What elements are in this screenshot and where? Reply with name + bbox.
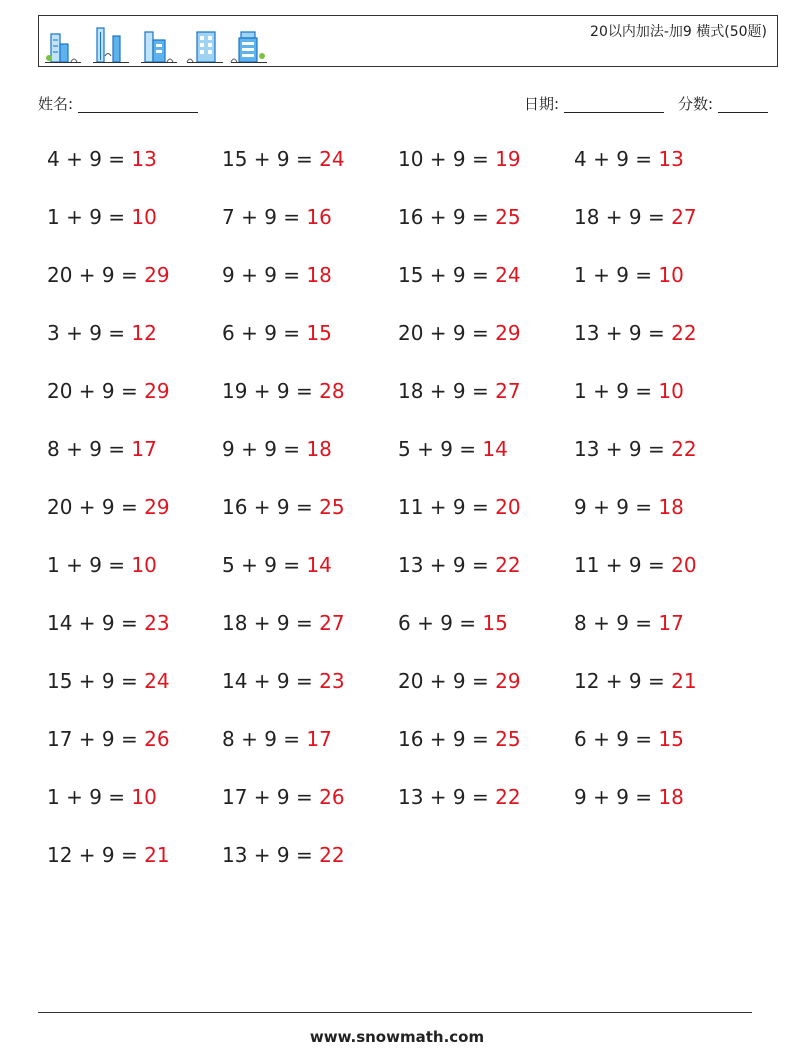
problem-answer: 19 bbox=[495, 147, 521, 171]
problem-item bbox=[47, 379, 170, 403]
building-icon-3 bbox=[139, 26, 179, 66]
problem-question: 16 + 9 = bbox=[222, 495, 313, 519]
problem-item bbox=[47, 785, 157, 809]
problem-answer: 22 bbox=[671, 437, 697, 461]
problem-item bbox=[398, 727, 521, 751]
problem-item bbox=[398, 611, 508, 635]
score-field bbox=[678, 93, 768, 114]
problem-item bbox=[574, 727, 684, 751]
problem-question: 20 + 9 = bbox=[398, 669, 489, 693]
problem-item bbox=[398, 669, 521, 693]
problem-item bbox=[47, 669, 170, 693]
problem-answer: 10 bbox=[131, 553, 157, 577]
problem-item bbox=[222, 205, 332, 229]
problem-answer: 27 bbox=[495, 379, 521, 403]
problem-answer: 22 bbox=[319, 843, 345, 867]
problem-question: 8 + 9 = bbox=[47, 437, 126, 461]
problem-answer: 23 bbox=[319, 669, 345, 693]
problem-item bbox=[47, 843, 170, 867]
problem-answer: 24 bbox=[144, 669, 170, 693]
problem-answer: 27 bbox=[319, 611, 345, 635]
problem-item bbox=[398, 147, 521, 171]
problem-answer: 10 bbox=[131, 205, 157, 229]
problem-item bbox=[574, 553, 697, 577]
problem-question: 13 + 9 = bbox=[398, 553, 489, 577]
problem-answer: 25 bbox=[495, 727, 521, 751]
problem-question: 14 + 9 = bbox=[222, 669, 313, 693]
problem-answer: 15 bbox=[482, 611, 508, 635]
worksheet-title: 20以内加法-加9 横式(50题) bbox=[590, 24, 767, 40]
problem-answer: 29 bbox=[144, 379, 170, 403]
problem-question: 6 + 9 = bbox=[222, 321, 301, 345]
problem-question: 1 + 9 = bbox=[574, 379, 653, 403]
problem-question: 18 + 9 = bbox=[398, 379, 489, 403]
problem-question: 1 + 9 = bbox=[47, 553, 126, 577]
problem-question: 13 + 9 = bbox=[222, 843, 313, 867]
problem-question: 13 + 9 = bbox=[574, 321, 665, 345]
problem-item bbox=[574, 263, 684, 287]
problem-item bbox=[222, 321, 332, 345]
problem-question: 13 + 9 = bbox=[398, 785, 489, 809]
building-icon-2 bbox=[91, 26, 131, 66]
problem-answer: 18 bbox=[306, 437, 332, 461]
problem-question: 15 + 9 = bbox=[222, 147, 313, 171]
problem-question: 5 + 9 = bbox=[222, 553, 301, 577]
problem-answer: 22 bbox=[671, 321, 697, 345]
worksheet-header bbox=[38, 15, 778, 67]
score-label: 分数: bbox=[678, 95, 714, 113]
problem-item bbox=[222, 147, 345, 171]
problem-question: 15 + 9 = bbox=[398, 263, 489, 287]
problem-question: 16 + 9 = bbox=[398, 205, 489, 229]
problem-answer: 14 bbox=[482, 437, 508, 461]
problem-question: 1 + 9 = bbox=[574, 263, 653, 287]
problem-item bbox=[398, 437, 508, 461]
problem-question: 7 + 9 = bbox=[222, 205, 301, 229]
problem-answer: 20 bbox=[495, 495, 521, 519]
problem-question: 18 + 9 = bbox=[574, 205, 665, 229]
problem-answer: 16 bbox=[306, 205, 332, 229]
problem-question: 10 + 9 = bbox=[398, 147, 489, 171]
problem-item bbox=[398, 379, 521, 403]
problem-item bbox=[47, 263, 170, 287]
problem-question: 18 + 9 = bbox=[222, 611, 313, 635]
problem-item bbox=[398, 495, 521, 519]
problem-item bbox=[47, 553, 157, 577]
problem-answer: 23 bbox=[144, 611, 170, 635]
footer-url: www.snowmath.com bbox=[309, 1028, 485, 1046]
problem-item bbox=[398, 205, 521, 229]
building-icon-1 bbox=[43, 26, 83, 66]
problem-answer: 26 bbox=[144, 727, 170, 751]
date-label: 日期: bbox=[524, 95, 560, 113]
problem-item bbox=[47, 321, 157, 345]
problem-answer: 15 bbox=[658, 727, 684, 751]
problem-answer: 24 bbox=[495, 263, 521, 287]
problem-item bbox=[574, 785, 684, 809]
problem-question: 17 + 9 = bbox=[222, 785, 313, 809]
problem-item bbox=[574, 611, 684, 635]
problem-item bbox=[222, 785, 345, 809]
building-icon-4 bbox=[185, 26, 225, 66]
problem-item bbox=[47, 727, 170, 751]
problem-item bbox=[47, 495, 170, 519]
problem-question: 9 + 9 = bbox=[574, 785, 653, 809]
problem-question: 15 + 9 = bbox=[47, 669, 138, 693]
building-icon-5 bbox=[229, 26, 269, 66]
problem-item bbox=[222, 553, 332, 577]
problem-question: 20 + 9 = bbox=[47, 263, 138, 287]
name-label: 姓名: bbox=[38, 95, 74, 113]
problem-item bbox=[222, 379, 345, 403]
problem-answer: 10 bbox=[658, 263, 684, 287]
problem-answer: 21 bbox=[144, 843, 170, 867]
problem-answer: 10 bbox=[131, 785, 157, 809]
problem-answer: 17 bbox=[131, 437, 157, 461]
problem-question: 13 + 9 = bbox=[574, 437, 665, 461]
problem-answer: 18 bbox=[306, 263, 332, 287]
problem-question: 6 + 9 = bbox=[398, 611, 477, 635]
problem-question: 20 + 9 = bbox=[47, 379, 138, 403]
problem-answer: 15 bbox=[306, 321, 332, 345]
problem-answer: 22 bbox=[495, 553, 521, 577]
problem-question: 1 + 9 = bbox=[47, 785, 126, 809]
problem-question: 9 + 9 = bbox=[222, 437, 301, 461]
problem-question: 11 + 9 = bbox=[574, 553, 665, 577]
problem-answer: 18 bbox=[658, 495, 684, 519]
problem-answer: 20 bbox=[671, 553, 697, 577]
score-blank[interactable] bbox=[718, 96, 768, 113]
problem-item bbox=[574, 147, 684, 171]
problem-answer: 22 bbox=[495, 785, 521, 809]
problem-item bbox=[222, 843, 345, 867]
problem-answer: 25 bbox=[495, 205, 521, 229]
problem-item bbox=[47, 437, 157, 461]
problem-item bbox=[222, 437, 332, 461]
date-field bbox=[524, 93, 664, 114]
problem-answer: 10 bbox=[658, 379, 684, 403]
problem-question: 9 + 9 = bbox=[222, 263, 301, 287]
problem-question: 16 + 9 = bbox=[398, 727, 489, 751]
problem-answer: 28 bbox=[319, 379, 345, 403]
problem-item bbox=[574, 437, 697, 461]
problem-item bbox=[222, 263, 332, 287]
problem-item bbox=[398, 785, 521, 809]
problem-question: 1 + 9 = bbox=[47, 205, 126, 229]
problem-item bbox=[574, 495, 684, 519]
problem-answer: 29 bbox=[495, 321, 521, 345]
problem-answer: 21 bbox=[671, 669, 697, 693]
problem-answer: 29 bbox=[144, 495, 170, 519]
problem-answer: 17 bbox=[306, 727, 332, 751]
problem-answer: 12 bbox=[131, 321, 157, 345]
problem-item bbox=[47, 147, 157, 171]
problem-answer: 13 bbox=[131, 147, 157, 171]
problem-question: 20 + 9 = bbox=[398, 321, 489, 345]
problem-answer: 17 bbox=[658, 611, 684, 635]
problem-item bbox=[222, 727, 332, 751]
problem-item bbox=[574, 321, 697, 345]
problem-question: 17 + 9 = bbox=[47, 727, 138, 751]
problem-answer: 24 bbox=[319, 147, 345, 171]
problem-question: 8 + 9 = bbox=[574, 611, 653, 635]
name-blank[interactable] bbox=[78, 96, 198, 113]
problem-answer: 14 bbox=[306, 553, 332, 577]
problem-answer: 27 bbox=[671, 205, 697, 229]
problem-answer: 18 bbox=[658, 785, 684, 809]
problem-item bbox=[222, 495, 345, 519]
problem-question: 5 + 9 = bbox=[398, 437, 477, 461]
problem-answer: 26 bbox=[319, 785, 345, 809]
problem-question: 19 + 9 = bbox=[222, 379, 313, 403]
problem-question: 3 + 9 = bbox=[47, 321, 126, 345]
problem-item bbox=[398, 321, 521, 345]
problem-answer: 25 bbox=[319, 495, 345, 519]
name-field bbox=[38, 93, 198, 114]
problem-item bbox=[222, 611, 345, 635]
problem-question: 12 + 9 = bbox=[47, 843, 138, 867]
problem-question: 20 + 9 = bbox=[47, 495, 138, 519]
problem-item bbox=[574, 379, 684, 403]
footer-divider bbox=[38, 1012, 752, 1013]
problem-item bbox=[222, 669, 345, 693]
problem-item bbox=[574, 669, 697, 693]
problem-item bbox=[47, 611, 170, 635]
problem-question: 14 + 9 = bbox=[47, 611, 138, 635]
problem-answer: 29 bbox=[495, 669, 521, 693]
problem-item bbox=[574, 205, 697, 229]
problem-question: 11 + 9 = bbox=[398, 495, 489, 519]
problem-question: 4 + 9 = bbox=[574, 147, 653, 171]
problem-question: 12 + 9 = bbox=[574, 669, 665, 693]
problem-answer: 13 bbox=[658, 147, 684, 171]
problem-question: 4 + 9 = bbox=[47, 147, 126, 171]
problem-item bbox=[47, 205, 157, 229]
problem-item bbox=[398, 263, 521, 287]
problem-question: 8 + 9 = bbox=[222, 727, 301, 751]
problem-answer: 29 bbox=[144, 263, 170, 287]
problem-question: 6 + 9 = bbox=[574, 727, 653, 751]
problem-question: 9 + 9 = bbox=[574, 495, 653, 519]
date-blank[interactable] bbox=[564, 96, 664, 113]
problem-item bbox=[398, 553, 521, 577]
